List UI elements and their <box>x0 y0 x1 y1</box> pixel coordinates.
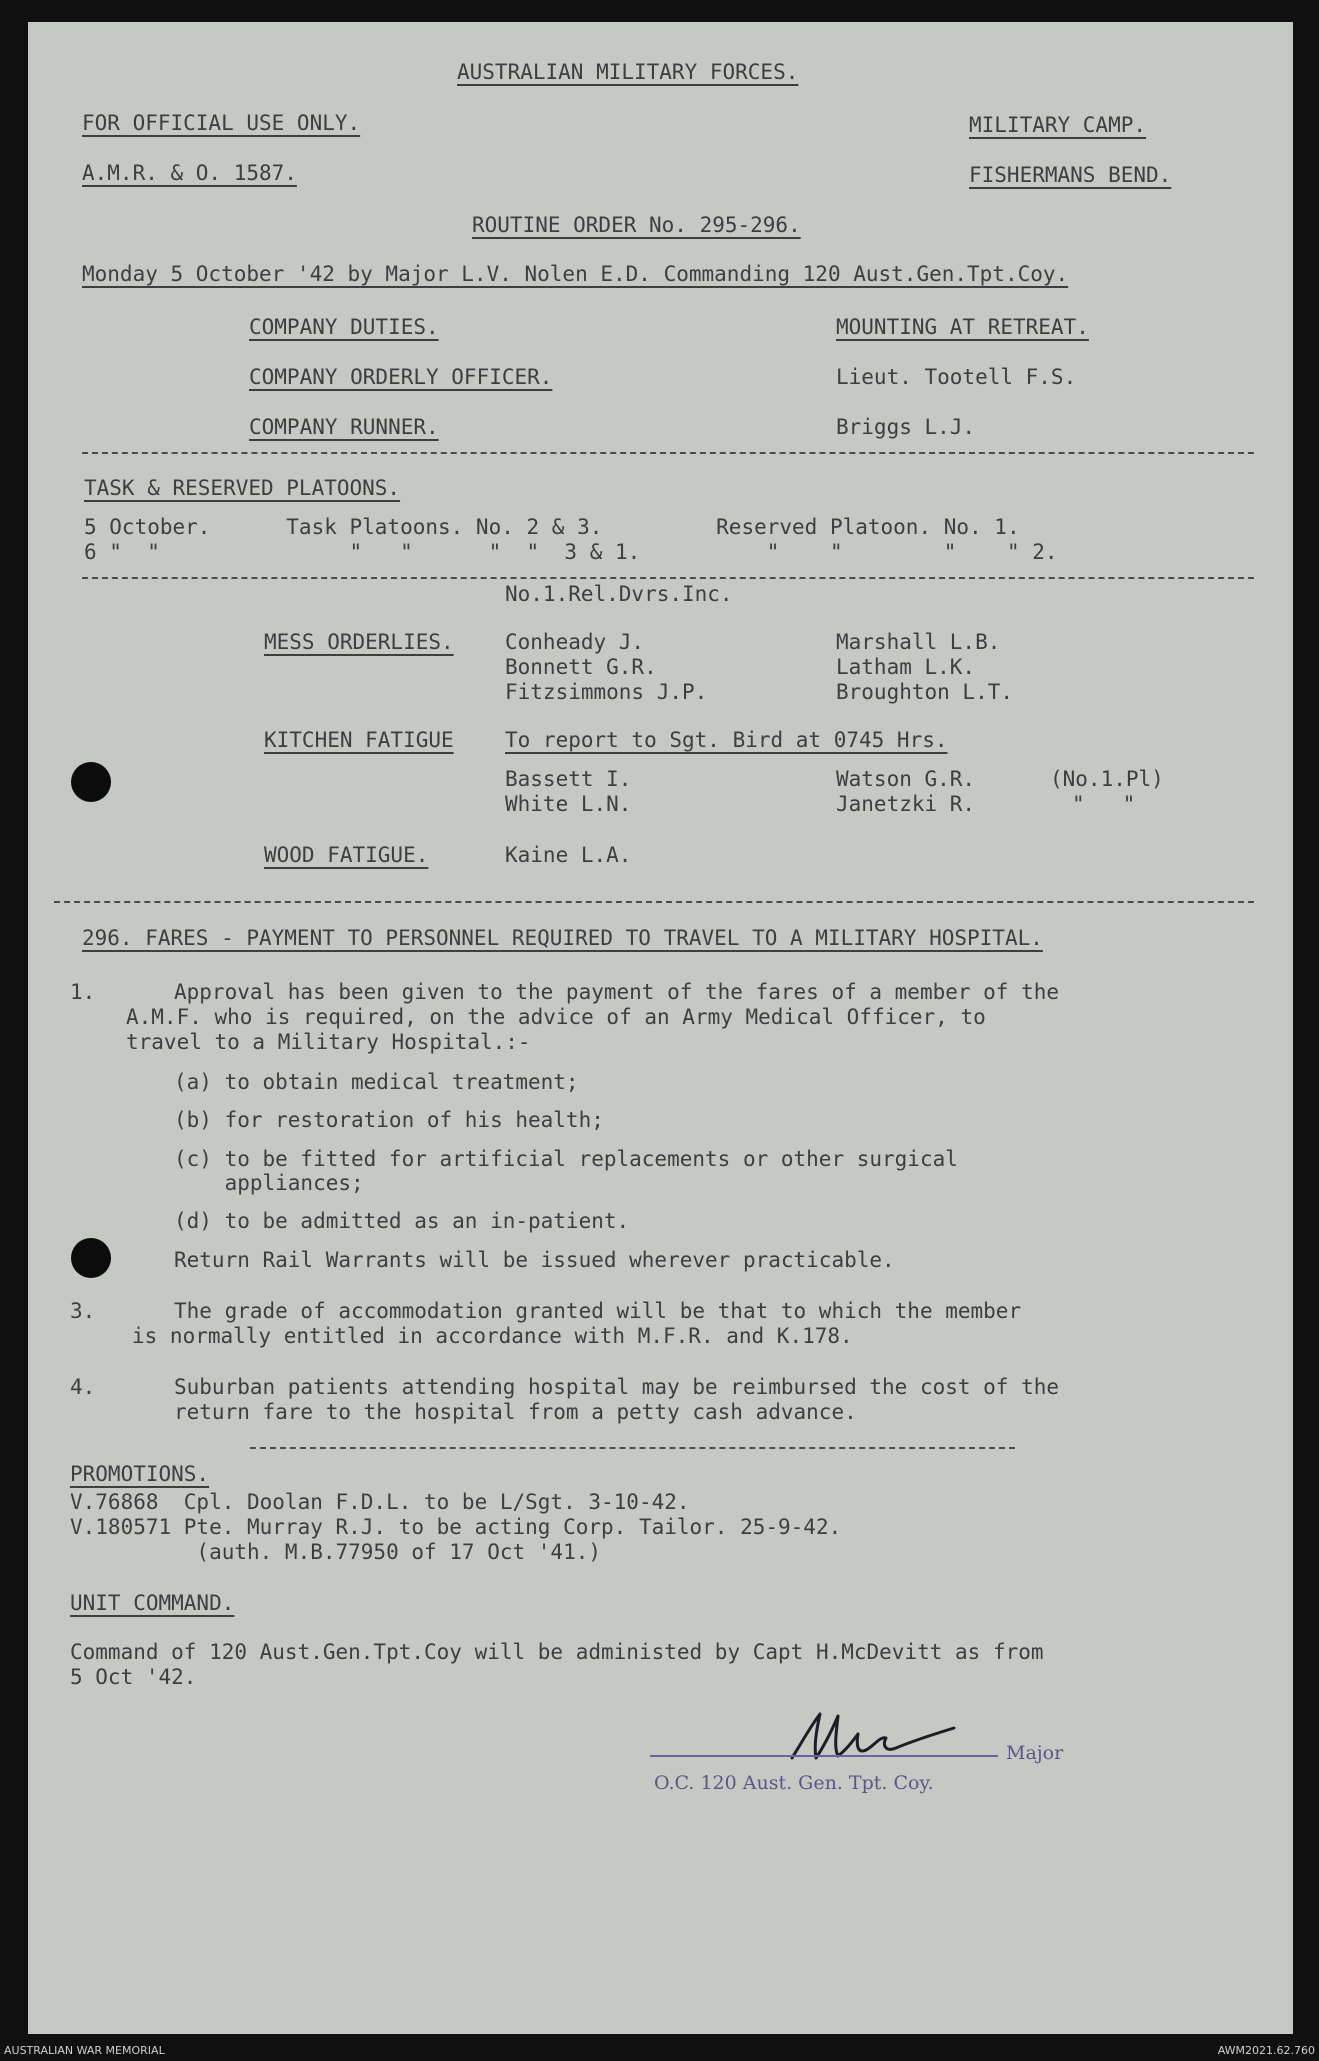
orderly-officer-label: COMPANY ORDERLY OFFICER. <box>249 365 553 389</box>
signature-line <box>650 1755 998 1757</box>
archive-credit: AUSTRALIAN WAR MEMORIAL <box>4 2044 165 2057</box>
punch-hole <box>71 1238 111 1278</box>
camp-location: FISHERMANS BEND. <box>969 163 1172 187</box>
paragraph-3-line: The grade of accommodation granted will be that to which the member <box>174 1299 1022 1323</box>
paragraph-number: 1. <box>70 980 96 1004</box>
platoon-note: (No.1.Pl) <box>1050 767 1164 791</box>
punch-hole <box>71 762 111 802</box>
kitchen-fatigue-instruction: To report to Sgt. Bird at 0745 Hrs. <box>505 728 948 752</box>
relief-drivers-note: No.1.Rel.Dvrs.Inc. <box>505 582 733 606</box>
promotion-entry: V.180571 Pte. Murray R.J. to be acting Corp. Tailor. 25-9-42. <box>70 1515 842 1539</box>
list-item-c: (c) to be fitted for artificial replacements or other surgical <box>174 1147 958 1171</box>
orderly-officer-name: Lieut. Tootell F.S. <box>836 365 1077 389</box>
camp-label: MILITARY CAMP. <box>969 113 1147 137</box>
platoons-row-5-october: 5 October. Task Platoons. No. 2 & 3. Reserved Platoon. No. 1. <box>84 515 1020 539</box>
mounting-heading: MOUNTING AT RETREAT. <box>836 315 1089 339</box>
unit-command-line: Command of 120 Aust.Gen.Tpt.Coy will be administed by Capt H.McDevitt as from <box>70 1640 1044 1664</box>
document-title: AUSTRALIAN MILITARY FORCES. <box>457 60 799 84</box>
section-divider <box>250 1447 1015 1449</box>
paragraph-1-line: A.M.F. who is required, on the advice of an Army Medical Officer, to <box>126 1005 986 1029</box>
mess-orderly-name: Marshall L.B. <box>836 630 1001 654</box>
kitchen-fatigue-name: Janetzki R. <box>836 792 976 816</box>
mess-orderly-name: Latham L.K. <box>836 655 976 679</box>
paragraph-4-line: return fare to the hospital from a petty cash advance. <box>174 1400 857 1424</box>
dateline: Monday 5 October '42 by Major L.V. Nolen E.D. Commanding 120 Aust.Gen.Tpt.Coy. <box>82 262 1069 286</box>
reference-number: A.M.R. & O. 1587. <box>82 161 297 185</box>
paragraph-3-line: is normally entitled in accordance with M.F.R. and K.178. <box>132 1324 853 1348</box>
handwritten-signature <box>768 1706 968 1776</box>
company-runner-label: COMPANY RUNNER. <box>249 415 439 439</box>
wood-fatigue-name: Kaine L.A. <box>505 843 632 867</box>
promotion-entry: V.76868 Cpl. Doolan F.D.L. to be L/Sgt. 3-10-42. <box>70 1490 690 1514</box>
mess-orderly-name: Broughton L.T. <box>836 680 1014 704</box>
kitchen-fatigue-label: KITCHEN FATIGUE <box>264 728 454 752</box>
order-296-heading: 296. FARES - PAYMENT TO PERSONNEL REQUIRED TO TRAVEL TO A MILITARY HOSPITAL. <box>82 926 1043 950</box>
unit-command-heading: UNIT COMMAND. <box>70 1591 235 1615</box>
paragraph-4-line: Suburban patients attending hospital may be reimbursed the cost of the <box>174 1375 1060 1399</box>
archive-reference: AWM2021.62.760 <box>1217 2044 1315 2057</box>
paragraph-2: Return Rail Warrants will be issued wherever practicable. <box>174 1248 895 1272</box>
platoons-heading: TASK & RESERVED PLATOONS. <box>84 476 401 500</box>
wood-fatigue-label: WOOD FATIGUE. <box>264 843 429 867</box>
mess-orderly-name: Conheady J. <box>505 630 645 654</box>
promotions-heading: PROMOTIONS. <box>70 1462 210 1486</box>
kitchen-fatigue-name: Watson G.R. <box>836 767 976 791</box>
section-divider <box>82 452 1254 454</box>
kitchen-fatigue-name: White L.N. <box>505 792 632 816</box>
platoons-row-6-october: 6 " " " " " " 3 & 1. " " " " 2. <box>84 540 1058 564</box>
mess-orderly-name: Bonnett G.R. <box>505 655 657 679</box>
list-item-c-continued: appliances; <box>174 1171 364 1195</box>
paragraph-number: 3. <box>70 1299 96 1323</box>
list-item-d: (d) to be admitted as an in-patient. <box>174 1209 630 1233</box>
kitchen-fatigue-name: Bassett I. <box>505 767 632 791</box>
unit-command-line: 5 Oct '42. <box>70 1665 197 1689</box>
list-item-a: (a) to obtain medical treatment; <box>174 1070 579 1094</box>
routine-order-title: ROUTINE ORDER No. 295-296. <box>472 213 801 237</box>
platoon-note-ditto: " " <box>1072 792 1136 816</box>
paragraph-1-line: Approval has been given to the payment of the fares of a member of the <box>174 980 1060 1004</box>
list-item-b: (b) for restoration of his health; <box>174 1108 604 1132</box>
stamp-unit: O.C. 120 Aust. Gen. Tpt. Coy. <box>654 1772 934 1794</box>
section-divider <box>82 577 1254 579</box>
paragraph-number: 4. <box>70 1375 96 1399</box>
official-use-label: FOR OFFICIAL USE ONLY. <box>82 111 361 135</box>
document-page <box>28 22 1293 2034</box>
mess-orderlies-label: MESS ORDERLIES. <box>264 630 454 654</box>
company-duties-heading: COMPANY DUTIES. <box>249 315 439 339</box>
section-divider <box>54 901 1254 903</box>
stamp-rank: Major <box>1006 1742 1064 1764</box>
promotion-authority: (auth. M.B.77950 of 17 Oct '41.) <box>70 1540 602 1564</box>
paragraph-1-line: travel to a Military Hospital.:- <box>126 1030 531 1054</box>
mess-orderly-name: Fitzsimmons J.P. <box>505 680 708 704</box>
company-runner-name: Briggs L.J. <box>836 415 976 439</box>
